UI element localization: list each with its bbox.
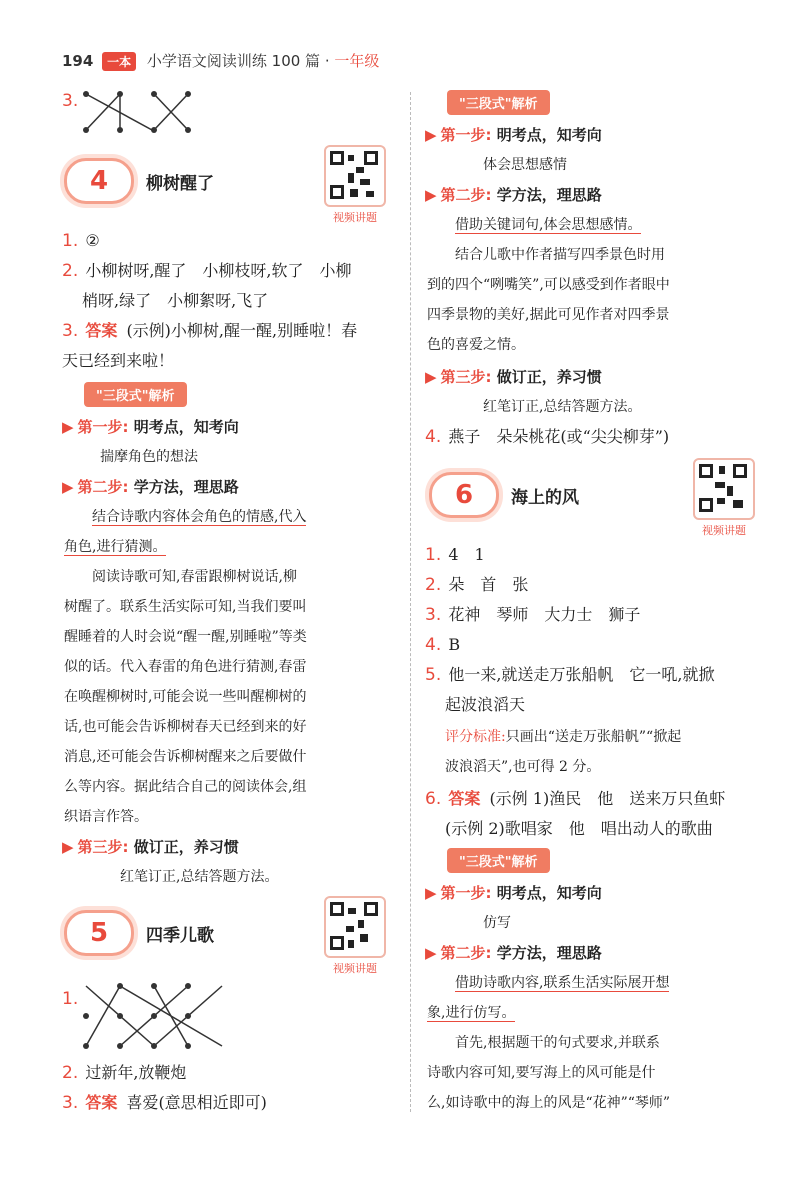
section-number: 4 bbox=[64, 158, 134, 204]
answer-text: 燕子 朵朵桃花(或“尖尖柳芽”) bbox=[448, 427, 670, 446]
step-1-sub: 揣摩角色的想法 bbox=[100, 449, 198, 465]
scoring-criteria-cont: 波浪滔天”,也可得 2 分。 bbox=[445, 759, 601, 775]
question-index: 6. bbox=[425, 789, 442, 809]
qr-code-icon bbox=[324, 896, 386, 958]
step-2-underline-1 bbox=[455, 968, 669, 998]
underlined-text: 借助关键词句,体会思想感情。 bbox=[455, 217, 642, 233]
paragraph-line: 话,也可能会告诉柳树春天已经到来的好 bbox=[64, 719, 307, 735]
question-index: 4. bbox=[425, 427, 442, 447]
paragraph-line: 树醒了。联系生活实际可知,当我们要叫 bbox=[64, 599, 307, 615]
paragraph-line: 诗歌内容可知,要写海上的风可能是什 bbox=[427, 1065, 656, 1081]
criteria-text: 只画出“送走万张船帆”“掀起 bbox=[505, 729, 682, 745]
arrow-icon: ▶ bbox=[425, 126, 437, 144]
qr-code-video[interactable] bbox=[324, 896, 386, 976]
step-3 bbox=[62, 832, 239, 862]
step-name: 第一步: bbox=[440, 884, 492, 902]
paragraph-line: 消息,还可能会告诉柳树醒来之后要做什 bbox=[64, 749, 307, 765]
step-3-sub: 红笔订正,总结答题方法。 bbox=[483, 399, 642, 415]
s6-q2 bbox=[425, 570, 528, 600]
s4-q1 bbox=[62, 226, 100, 256]
s5-q3 bbox=[62, 1088, 267, 1118]
page-number: 194 bbox=[62, 52, 94, 70]
book-title: 小学语文阅读训练 100 篇 bbox=[146, 52, 321, 70]
question-index: 3. bbox=[425, 605, 442, 625]
paragraph-line: 醒睡着的人时会说“醒一醒,别睡啦”等类 bbox=[64, 629, 307, 645]
s5-q2 bbox=[62, 1058, 186, 1088]
question-index: 1. bbox=[425, 545, 442, 565]
analysis-badge bbox=[84, 382, 187, 407]
question-index: 4. bbox=[425, 635, 442, 655]
answer-text: (示例)小柳树,醒一醒,别睡啦！春 bbox=[126, 321, 358, 340]
page-header bbox=[62, 50, 379, 71]
matching-lines-diagram bbox=[82, 980, 242, 1052]
question-index: 2. bbox=[62, 1063, 79, 1083]
paragraph-line: 么等内容。据此结合自己的阅读体会,组 bbox=[64, 779, 307, 795]
grade-label: 一年级 bbox=[334, 52, 380, 70]
paragraph-line: 织语言作答。 bbox=[64, 809, 148, 825]
section-4-title bbox=[64, 158, 214, 204]
step-text: 学方法，理思路 bbox=[133, 478, 239, 496]
arrow-icon: ▶ bbox=[425, 884, 437, 902]
step-name: 第一步: bbox=[440, 126, 492, 144]
step-2 bbox=[62, 472, 239, 502]
answer-text: 他一来,就送走万张船帆 它一吼,就掀 bbox=[448, 665, 715, 684]
answer-label: 答案 bbox=[85, 321, 118, 340]
s6-q1 bbox=[425, 540, 485, 570]
s6-q5-cont: 起波浪滔天 bbox=[445, 695, 526, 714]
answer-text: 过新年,放鞭炮 bbox=[85, 1063, 187, 1082]
qr-code-icon bbox=[324, 145, 386, 207]
scoring-criteria bbox=[445, 722, 681, 752]
qr-code-video[interactable] bbox=[693, 458, 755, 538]
s6-q3 bbox=[425, 600, 640, 630]
qr-label: 视频讲题 bbox=[333, 962, 377, 975]
step-1-sub: 仿写 bbox=[483, 915, 511, 931]
step-text: 学方法，理思路 bbox=[496, 186, 602, 204]
section-number: 6 bbox=[429, 472, 499, 518]
answer-label: 答案 bbox=[85, 1093, 118, 1112]
analysis-badge bbox=[447, 848, 550, 873]
qr-label: 视频讲题 bbox=[702, 524, 746, 537]
step-2-underline-1 bbox=[92, 502, 306, 532]
underlined-text: 角色,进行猜测。 bbox=[64, 539, 167, 555]
step-2-underline bbox=[455, 210, 641, 240]
step-1 bbox=[425, 120, 602, 150]
question-index: 2. bbox=[62, 261, 79, 281]
step-text: 明考点，知考向 bbox=[496, 884, 602, 902]
answer-text: 朵 首 张 bbox=[448, 575, 529, 594]
section-name: 四季儿歌 bbox=[146, 925, 214, 946]
step-1-sub: 体会思想感情 bbox=[483, 157, 567, 173]
step-text: 明考点，知考向 bbox=[133, 418, 239, 436]
s6-q6-cont: (示例 2)歌唱家 他 唱出动人的歌曲 bbox=[445, 819, 713, 838]
arrow-icon: ▶ bbox=[62, 418, 74, 436]
question-index: 3. bbox=[62, 1093, 79, 1113]
underlined-text: 象,进行仿写。 bbox=[427, 1005, 516, 1021]
s4-q2 bbox=[62, 256, 352, 286]
s6-q4 bbox=[425, 630, 460, 660]
s4-q2-cont: 梢呀,绿了 小柳絮呀,飞了 bbox=[82, 291, 269, 310]
s5-q4 bbox=[425, 422, 669, 452]
answer-text: (示例 1)渔民 他 送来万只鱼虾 bbox=[489, 789, 726, 808]
s5-q1 bbox=[62, 984, 80, 1014]
step-2 bbox=[425, 180, 602, 210]
step-text: 明考点，知考向 bbox=[496, 126, 602, 144]
column-divider bbox=[410, 92, 411, 1112]
answer-text: 小柳树呀,醒了 小柳枝呀,软了 小柳 bbox=[85, 261, 352, 280]
q3-matching bbox=[62, 86, 80, 116]
qr-label: 视频讲题 bbox=[333, 211, 377, 224]
paragraph-line: 首先,根据题干的句式要求,并联系 bbox=[455, 1035, 660, 1051]
qr-code-icon bbox=[693, 458, 755, 520]
answer-text: 花神 琴师 大力士 狮子 bbox=[448, 605, 641, 624]
paragraph-line: 么,如诗歌中的海上的风是“花神”“琴师” bbox=[427, 1095, 671, 1111]
arrow-icon: ▶ bbox=[425, 368, 437, 386]
underlined-text: 结合诗歌内容体会角色的情感,代入 bbox=[92, 509, 307, 525]
answer-text: ② bbox=[85, 231, 100, 250]
qr-code-video[interactable] bbox=[324, 145, 386, 225]
paragraph-line: 到的四个“咧嘴笑”,可以感受到作者眼中 bbox=[427, 277, 670, 293]
arrow-icon: ▶ bbox=[62, 838, 74, 856]
title-separator: · bbox=[324, 52, 330, 70]
step-2 bbox=[425, 938, 602, 968]
section-name: 柳树醒了 bbox=[146, 173, 214, 194]
step-3-sub: 红笔订正,总结答题方法。 bbox=[120, 869, 279, 885]
brand-logo: 一本 bbox=[102, 52, 136, 71]
badge-label: "三段式"解析 bbox=[84, 382, 187, 407]
paragraph-line: 阅读诗歌可知,春雷跟柳树说话,柳 bbox=[92, 569, 297, 585]
answer-text: 4 1 bbox=[448, 545, 485, 564]
section-name: 海上的风 bbox=[511, 487, 579, 508]
arrow-icon: ▶ bbox=[425, 186, 437, 204]
s4-q3-cont: 天已经到来啦！ bbox=[62, 351, 175, 370]
step-text: 学方法，理思路 bbox=[496, 944, 602, 962]
section-6-title bbox=[429, 472, 579, 518]
s6-q6 bbox=[425, 784, 725, 814]
question-index: 1. bbox=[62, 989, 79, 1009]
step-1 bbox=[425, 878, 602, 908]
arrow-icon: ▶ bbox=[425, 944, 437, 962]
question-index: 2. bbox=[425, 575, 442, 595]
step-2-underline-2 bbox=[427, 998, 515, 1028]
badge-label: "三段式"解析 bbox=[447, 90, 550, 115]
step-1 bbox=[62, 412, 239, 442]
step-name: 第三步: bbox=[440, 368, 492, 386]
answer-label: 答案 bbox=[448, 789, 481, 808]
badge-label: "三段式"解析 bbox=[447, 848, 550, 873]
answer-text: B bbox=[448, 635, 461, 654]
step-name: 第三步: bbox=[77, 838, 129, 856]
question-index: 3. bbox=[62, 321, 79, 341]
step-2-underline-2 bbox=[64, 532, 166, 562]
section-number: 5 bbox=[64, 910, 134, 956]
paragraph-line: 结合儿歌中作者描写四季景色时用 bbox=[455, 247, 665, 263]
question-index: 1. bbox=[62, 231, 79, 251]
paragraph-line: 色的喜爱之情。 bbox=[427, 337, 525, 353]
s6-q5 bbox=[425, 660, 715, 690]
answer-text: 喜爱(意思相近即可) bbox=[126, 1093, 267, 1112]
step-3 bbox=[425, 362, 602, 392]
paragraph-line: 似的话。代入春雷的角色进行猜测,春雷 bbox=[64, 659, 307, 675]
step-text: 做订正，养习惯 bbox=[496, 368, 602, 386]
arrow-icon: ▶ bbox=[62, 478, 74, 496]
step-name: 第一步: bbox=[77, 418, 129, 436]
criteria-label: 评分标准: bbox=[445, 729, 506, 745]
analysis-badge bbox=[447, 90, 550, 115]
question-index: 3. bbox=[62, 91, 79, 111]
question-index: 5. bbox=[425, 665, 442, 685]
step-name: 第二步: bbox=[77, 478, 129, 496]
paragraph-line: 在唤醒柳树时,可能会说一些叫醒柳树的 bbox=[64, 689, 307, 705]
matching-lines-diagram bbox=[82, 88, 222, 134]
section-5-title bbox=[64, 910, 214, 956]
paragraph-line: 四季景物的美好,据此可见作者对四季景 bbox=[427, 307, 670, 323]
step-name: 第二步: bbox=[440, 944, 492, 962]
underlined-text: 借助诗歌内容,联系生活实际展开想 bbox=[455, 975, 670, 991]
step-text: 做订正，养习惯 bbox=[133, 838, 239, 856]
step-name: 第二步: bbox=[440, 186, 492, 204]
s4-q3 bbox=[62, 316, 357, 346]
